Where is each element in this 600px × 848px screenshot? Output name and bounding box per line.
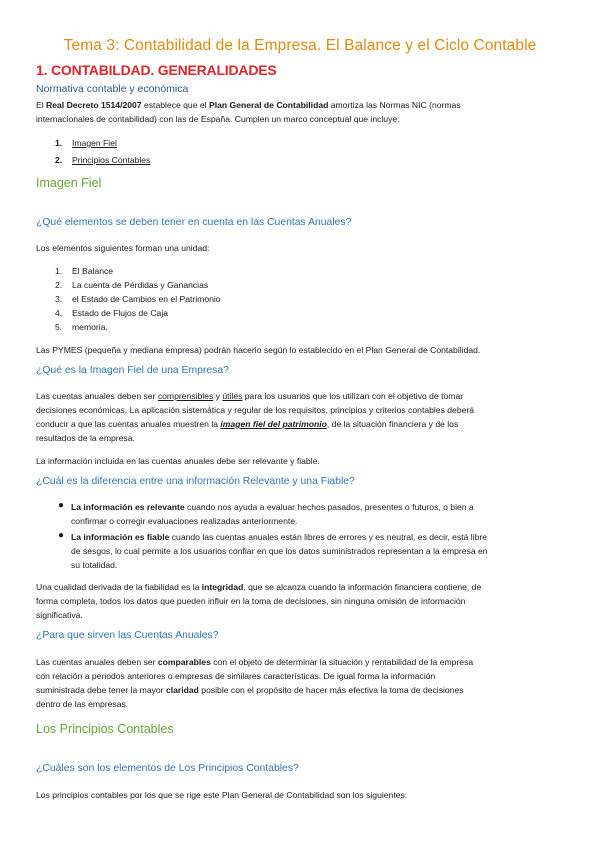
intro-paragraph: El Real Decreto 1514/2007 establece que el Plan General de Contabilidad amortiza las Normas NIC (normas internacionales de contabilidad) con las de España. Cumplen un marco conceptual que incluye: [36, 100, 461, 124]
section-heading-generalidades: 1. CONTABILDAD. GENERALIDADES [36, 62, 277, 78]
elements-intro: Los elementos siguientes forman una unidad: [36, 243, 210, 253]
link-imagen-fiel[interactable]: Imagen Fiel [72, 138, 117, 148]
bullet-icon: ● [58, 530, 65, 541]
question-principios: ¿Cuáles son los elementos de Los Principios Contables? [36, 763, 299, 774]
question-elementos: ¿Qué elementos se deben tener en cuenta en las Cuentas Anuales? [36, 217, 352, 228]
section-heading-principios: Los Principios Contables [36, 722, 174, 736]
subheading-normativa: Normativa contable y económica [36, 83, 189, 95]
principios-paragraph: Los principios contables por los que se rige este Plan General de Contabilidad son los siguientes: [36, 790, 408, 800]
section-heading-imagen-fiel: Imagen Fiel [36, 176, 102, 190]
question-cuentas-anuales: ¿Para que sirven las Cuentas Anuales? [36, 630, 219, 641]
link-principios-contables[interactable]: Principios Contables [72, 155, 151, 165]
question-imagen-fiel: ¿Qué es la Imagen Fiel de una Empresa? [36, 365, 229, 376]
question-relevante-fiable: ¿Cuál es la diferencia entre una información Relevante y una Fiable? [36, 476, 355, 487]
document-title: Tema 3: Contabilidad de la Empresa. El Balance y el Ciclo Contable [63, 37, 537, 54]
integridad-paragraph: Una cualidad derivada de la fiabilidad es la integridad, que se alcanza cuando la información financiera contiene, de forma completa, todos los datos que pueden influir en la toma de decisiones, sin ninguna omisión de información significativa. [36, 582, 482, 620]
imagen-fiel-paragraph: Las cuentas anuales deben ser comprensibles y útiles para los usuarios que los utilizan con el objetivo de tomar decisiones económicas. La aplicación sistemática y regular de los requisitos, principios y criterios contables deberá conducir a que las cuentas anuales muestren la imagen fiel del patrimonio, de la situación financiera y de los resultados de la empresa. [36, 391, 475, 443]
comparables-paragraph: Las cuentas anuales deben ser comparables con el objeto de determinar la situación y rentabilidad de la empresa con relación a periodos anteriores o empresas de similares características. De igual forma la información suministrada debe tener la mayor claridad posible con el propósito de hacer más efectiva la toma de decisiones dentro de las empresas. [36, 657, 474, 709]
pymes-paragraph: Las PYMES (pequeña y mediana empresa) podrán hacerlo según lo establecido en el Plan General de Contabilidad. [36, 345, 481, 355]
document-page: Tema 3: Contabilidad de la Empresa. El Balance y el Ciclo Contable 1. CONTABILDAD. GENERALIDADES Normativa contable y económica El Real Decreto 1514/2007 establece que el Plan General de Contabilidad amortiza las Normas NIC (normas internacionales de contabilidad) con las de España. Cumplen un marco conceptual que incluye: 1. Imagen Fiel 2. Principios Contables Imagen Fiel ¿Qué elementos se deben tener en cuenta en las Cuentas Anuales? Los elementos siguientes forman una unidad: 1. El Balance 2. La cuenta de Pérdidas y Ganancias 3. el Estado de Cambios en el Patrimonio 4. Estado de Flujos de Caja 5. memoria. Las PYMES (pequeña y mediana empresa) podrán hacerlo según lo establecido en el Plan General de Contabilidad. ¿Qué es la Imagen Fiel de una Empresa? Las cuentas anuales deben ser comprensibles y útiles para los usuarios que los utilizan con el objetivo de tomar decisiones económicas. La aplicación sistemática y regular de los requisitos, principios y criterios contables deberá conducir a que las cuentas anuales muestren la imagen fiel del patrimonio, de la situación financiera y de los resultados de la empresa. La información incluida en las cuentas anuales debe ser relevante y fiable. ¿Cuál es la diferencia entre una información Relevante y una Fiable? ● La información es relevante cuando nos ayuda a evaluar hechos pasados, presentes o futuros, o bien a confirmar o corregir evaluaciones realizadas anteriormente. ● La información es fiable cuando las cuentas anuales están libres de errores y es neutral, es decir, está libre de sesgos, lo cual permite a los usuarios confiar en que los datos suministrados representan a la empresa en su totalidad. Una cualidad derivada de la fiabilidad es la integridad, que se alcanza cuando la información financiera contiene, de forma completa, todos los datos que pueden influir en la toma de decisiones, sin ninguna omisión de información significativa. ¿Para que sirven las Cuentas Anuales? Las cuentas anuales deben ser comparables con el objeto de determinar la situación y rentabilidad de la empresa con relación a periodos anteriores o empresas de similares características. De igual forma la información suministrada debe tener la mayor claridad posible con el propósito de hacer más efectiva la toma de decisiones dentro de las empresas. Los Principios Contables ¿Cuáles son los elementos de Los Principios Contables? Los principios contables por los que se rige este Plan General de Contabilidad son los siguientes: [0, 0, 600, 848]
relevante-fiable-paragraph: La información incluida en las cuentas anuales debe ser relevante y fiable. [36, 456, 320, 466]
bullet-icon: ● [58, 500, 65, 511]
